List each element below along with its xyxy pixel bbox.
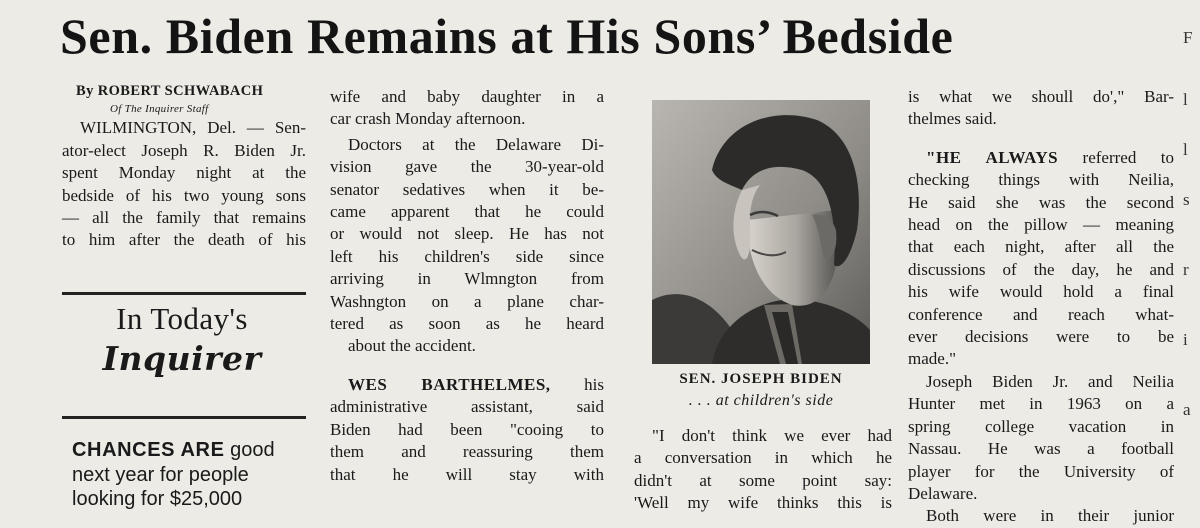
col2-line: left his children's side since [330,246,604,266]
col3-line: "I don't think we ever had [652,426,892,445]
col1-line: — all the family that remains [62,208,306,228]
index-box-top-rule [62,292,306,295]
col4-line: Hunter met in 1963 on a [908,394,1174,414]
byline: By ROBERT SCHWABACH [76,83,264,99]
col4-line: Both were in their junior [926,506,1174,526]
col2-line: that he will stay with [330,464,604,484]
col4-line: is what we shoull do'," Bar- [908,87,1174,106]
col4-line: conference and reach what- [908,304,1174,324]
col4-line: made." [908,349,957,369]
cropped-edge-text: s [1183,190,1190,209]
col4-line: checking things with Neilia, [908,170,1174,190]
col4-line: Nassau. He was a football [908,439,1174,459]
col4-line: ever decisions were to be [908,327,1174,347]
col4-line: head on the pillow — meaning [908,215,1174,235]
col4-line: discussions of the day, he and [908,259,1174,279]
chances-lead: CHANCES ARE [72,439,225,461]
chances-item [72,438,304,512]
col3-line: 'Well my wife thinks this is [634,493,892,513]
index-box [62,300,302,380]
biden-photo [652,100,870,364]
col4-line: that each night, after all the [908,237,1174,257]
column-1 [62,80,306,252]
chances-line: looking for $25,000 [72,488,243,510]
column-2 [330,86,604,486]
chances-line: good [224,439,275,461]
cropped-edge-text: r [1183,260,1189,279]
col4-line: He said she was the second [908,192,1174,212]
headline: Sen. Biden Remains at His Sons’ Bedside [60,8,954,64]
cropped-edge-text: l [1183,140,1188,159]
col1-line: WILMINGTON, Del. — Sen- [80,118,306,138]
col4-line: thelmes said. [908,109,997,129]
col4-lead: "HE ALWAYS [926,147,1059,167]
cropped-edge-text: F [1183,28,1193,47]
col2-line: administrative assistant, said [330,397,604,417]
col2-line: Washngton on a plane char- [330,291,604,311]
col4-line: referred to [1058,147,1174,167]
caption-subtitle: . . . at children's side [688,392,834,409]
col4-line: Joseph Biden Jr. and Neilia [926,371,1174,391]
cropped-edge-text: a [1183,400,1191,419]
portrait-image [652,100,870,364]
col4-line: his wife would hold a final [908,282,1174,302]
col2-line: Doctors at the Delaware Di- [348,134,604,154]
inquirer-logo-text: Inquirer [102,339,262,378]
col1-line: spent Monday night at the [62,163,306,183]
column-3 [634,425,892,515]
index-box-bottom-rule [62,416,306,419]
col1-line: ator-elect Joseph R. Biden Jr. [62,140,306,160]
col2-line: vision gave the 30-year-old [330,157,604,177]
col2-line: wife and baby daughter in a [330,87,604,106]
col3-line: didn't at some point say: [634,470,892,490]
col4-line: spring college vacation in [908,416,1174,436]
col2-lead: WES BARTHELMES, [348,374,551,394]
col3-line: a conversation in which he [634,448,892,468]
col1-line: bedside of his two young sons [62,185,306,205]
col2-line: came apparent that he could [330,202,604,222]
col2-line: them and reassuring them [330,442,604,462]
caption-name: SEN. JOSEPH BIDEN [679,371,843,387]
byline-staff: Of The Inquirer Staff [110,103,209,116]
col4-line: player for the University of [908,461,1174,481]
photo-caption [654,368,868,412]
column-4 [908,86,1174,528]
col2-line: arriving in Wlmngton from [330,269,604,289]
col1-line: to him after the death of his [62,230,306,250]
index-box-title: In Today's [116,301,248,336]
chances-line: next year for people [72,463,249,486]
col4-line: Delaware. [908,483,978,503]
col2-line: his [550,374,605,394]
cropped-edge-text: i [1183,330,1188,349]
col2-line: senator sedatives when it be- [330,179,604,199]
cropped-edge-text: l [1183,90,1188,109]
col2-line: about the accident. [348,336,476,356]
col2-line: car crash Monday afternoon. [330,109,526,129]
col2-line: tered as soon as he heard [330,314,604,334]
col2-line: or would not sleep. He has not [330,224,604,244]
col2-line: Biden had been "cooing to [330,419,604,439]
